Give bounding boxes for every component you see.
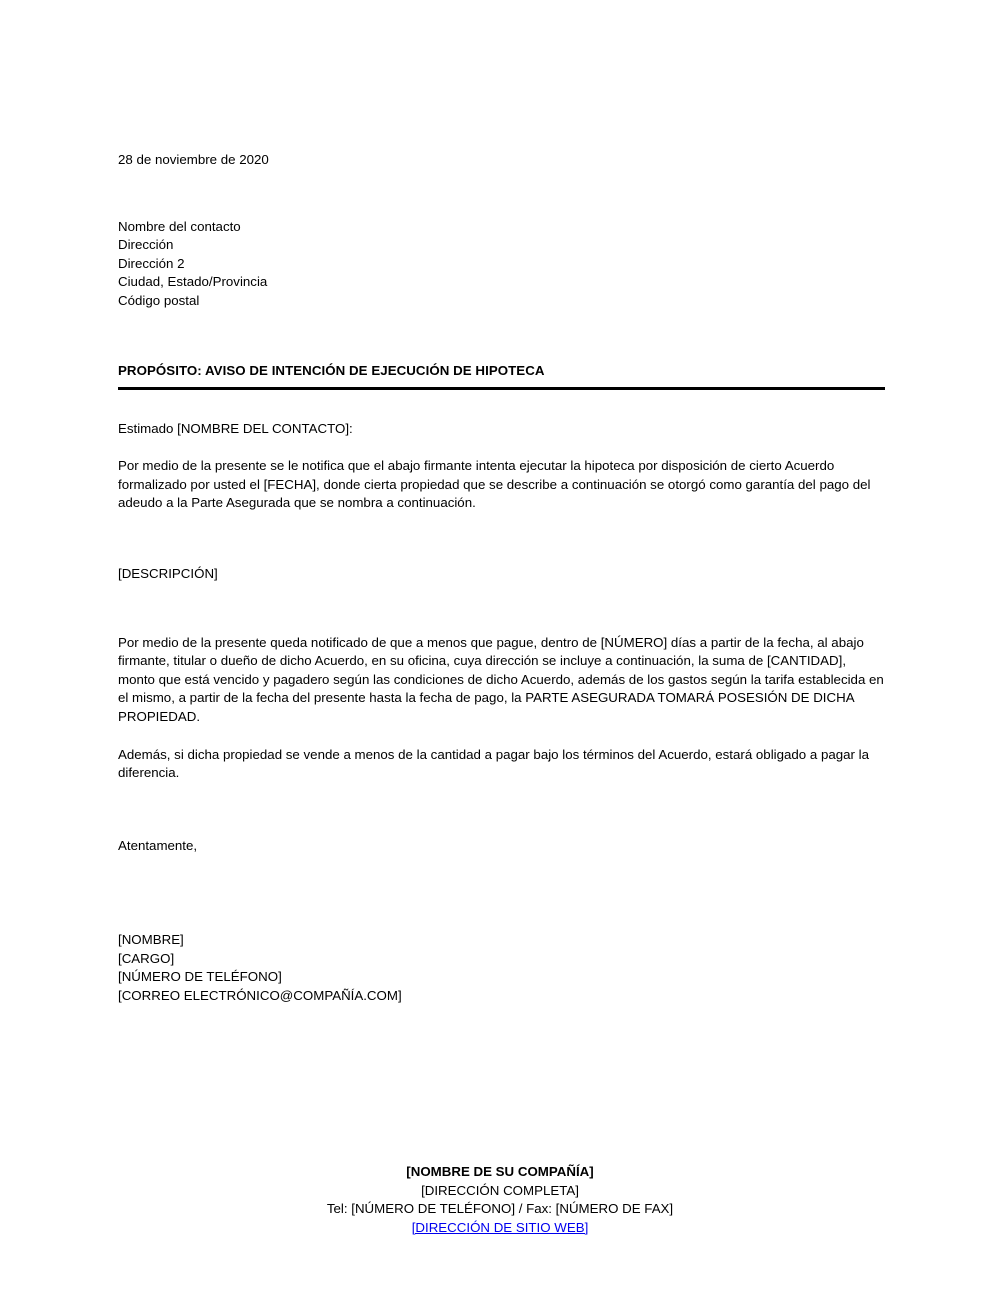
letter-body (118, 151, 885, 1006)
page-footer (0, 1163, 1000, 1237)
signer-email: [CORREO ELECTRÓNICO@COMPAÑÍA.COM] (118, 988, 402, 1004)
subject-section (118, 362, 885, 390)
address-line: Dirección (118, 237, 174, 253)
footer-website-link[interactable] (0, 1219, 1000, 1238)
paragraph-deficiency: Además, si dicha propiedad se vende a menos de la cantidad a pagar bajo los términos del Acuerdo, estará obligado a pagar la diferencia. (118, 746, 870, 781)
signer-title: [CARGO] (118, 950, 175, 966)
website-link-text[interactable]: [DIRECCIÓN DE SITIO WEB] (411, 1219, 589, 1235)
footer-phone-fax: Tel: [NÚMERO DE TELÉFONO] / Fax: [NÚMERO DE FAX] (326, 1201, 674, 1217)
recipient-address-block (118, 218, 885, 311)
address-line: Dirección 2 (118, 255, 185, 271)
address-line: Código postal (118, 292, 200, 308)
address-line: Ciudad, Estado/Provincia (118, 274, 268, 290)
signature-block (118, 931, 885, 1005)
paragraph-payment-demand: Por medio de la presente queda notificado de que a menos que pague, dentro de [NÚMERO] días a partir de la fecha, al abajo firmante, titular o dueño de dicho Acuerdo, en su oficina, cuya dirección se incluye a continuación, la suma de [CANTIDAD], monto que está vencido y pagadero según las condiciones de dicho Acuerdo, además de los gastos según la tarifa establecida en el mismo, a partir de la fecha del presente hasta la fecha de pago, la PARTE ASEGURADA TOMARÁ POSESIÓN DE DICHA PROPIEDAD. (118, 634, 884, 724)
letter-date: 28 de noviembre de 2020 (118, 152, 269, 167)
property-description-placeholder: [DESCRIPCIÓN] (118, 565, 218, 581)
closing-line: Atentamente, (118, 837, 198, 853)
signer-phone: [NÚMERO DE TELÉFONO] (118, 969, 282, 985)
subject-divider (118, 387, 885, 390)
address-line: Nombre del contacto (118, 218, 241, 234)
footer-company-name: [NOMBRE DE SU COMPAÑÍA] (406, 1164, 594, 1179)
signer-name: [NOMBRE] (118, 932, 184, 948)
subject-heading: PROPÓSITO: AVISO DE INTENCIÓN DE EJECUCIÓN DE HIPOTECA (118, 362, 545, 378)
salutation: Estimado [NOMBRE DEL CONTACTO]: (118, 420, 353, 436)
paragraph-notice-of-intent: Por medio de la presente se le notifica que el abajo firmante intenta ejecutar la hipoteca por disposición de cierto Acuerdo formalizado por usted el [FECHA], donde cierta propiedad que se describe a continuación se otorgó como garantía del pago del adeudo a la Parte Asegurada que se nombra a continuación. (118, 458, 871, 511)
footer-address: [DIRECCIÓN COMPLETA] (421, 1182, 579, 1198)
